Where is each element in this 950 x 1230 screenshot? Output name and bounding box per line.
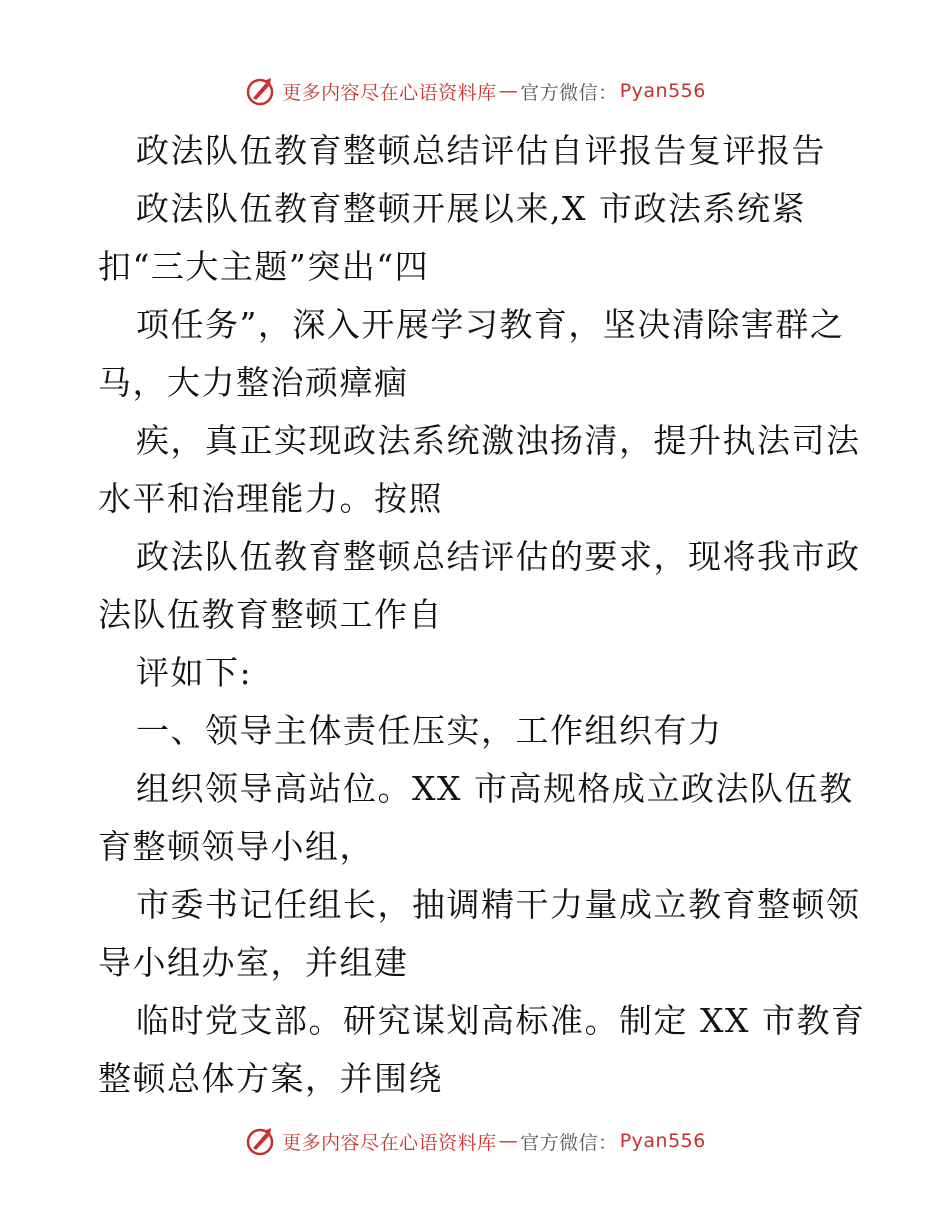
document-title-line: 政法队伍教育整顿总结评估自评报告复评报告 bbox=[136, 131, 826, 170]
body-line: 导小组办室，并组建 bbox=[98, 943, 409, 982]
quill-pen-logo-icon bbox=[244, 75, 276, 107]
body-line: 评如下: bbox=[136, 653, 253, 692]
watermark-text: 更多内容尽在心语资料库 bbox=[282, 81, 497, 104]
body-line: 扣“三大主题”突出“四 bbox=[98, 247, 430, 286]
body-line: 马，大力整治顽瘴痼 bbox=[98, 363, 409, 402]
watermark-wechat-id: Pyan556 bbox=[619, 1130, 706, 1152]
body-line: 市委书记任组长，抽调精干力量成立教育整顿领 bbox=[136, 885, 861, 924]
body-line: 组织领导高站位。XX 市高规格成立政法队伍教 bbox=[136, 769, 854, 808]
footer-watermark bbox=[0, 1121, 950, 1161]
body-line: 整顿总体方案，并围绕 bbox=[98, 1059, 443, 1098]
watermark-separator: — bbox=[498, 1130, 519, 1152]
watermark-text: 更多内容尽在心语资料库 bbox=[282, 1131, 497, 1154]
body-line: 政法队伍教育整顿开展以来,X 市政法系统紧 bbox=[136, 189, 806, 228]
body-line: 法队伍教育整顿工作自 bbox=[98, 595, 443, 634]
body-line: 项任务”，深入开展学习教育，坚决清除害群之 bbox=[136, 305, 845, 344]
quill-pen-logo-icon bbox=[244, 1125, 276, 1157]
watermark-wechat-id: Pyan556 bbox=[619, 80, 706, 102]
watermark-official-label: 官方微信： bbox=[520, 81, 618, 104]
header-watermark bbox=[0, 71, 950, 111]
body-line: 临时党支部。研究谋划高标准。制定 XX 市教育 bbox=[136, 1001, 866, 1040]
document-body bbox=[98, 122, 866, 1108]
body-line: 育整顿领导小组， bbox=[98, 827, 374, 866]
watermark-separator: — bbox=[498, 80, 519, 102]
body-line: 政法队伍教育整顿总结评估的要求，现将我市政 bbox=[136, 537, 861, 576]
watermark-official-label: 官方微信： bbox=[520, 1131, 618, 1154]
body-line: 疾，真正实现政法系统激浊扬清，提升执法司法 bbox=[136, 421, 861, 460]
section-heading: 一、领导主体责任压实，工作组织有力 bbox=[136, 711, 723, 750]
body-line: 水平和治理能力。按照 bbox=[98, 479, 443, 518]
